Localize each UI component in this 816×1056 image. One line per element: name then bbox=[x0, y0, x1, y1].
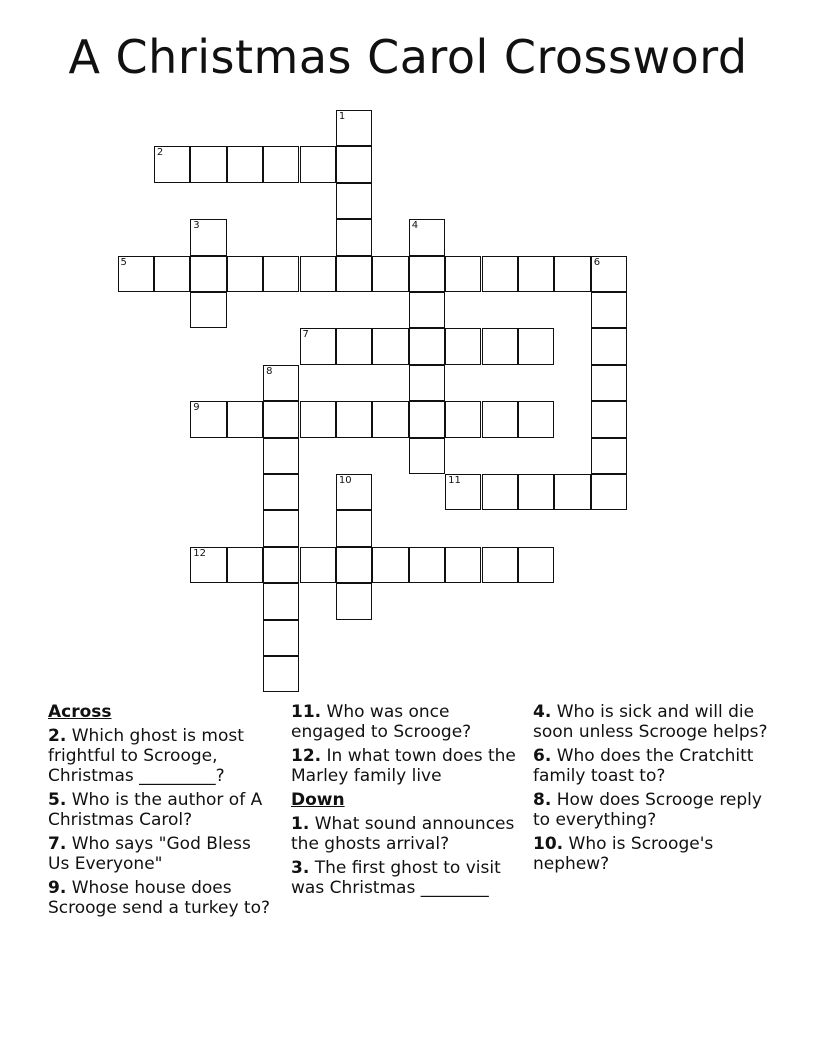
grid-cell[interactable] bbox=[482, 547, 518, 583]
grid-cell[interactable] bbox=[263, 146, 299, 182]
clue-across-7: 7. Who says "God Bless Us Everyone" bbox=[48, 834, 251, 874]
grid-cell[interactable] bbox=[263, 583, 299, 619]
clues-column-2 bbox=[291, 702, 516, 902]
grid-cell[interactable] bbox=[445, 547, 481, 583]
grid-cell[interactable] bbox=[336, 110, 372, 146]
clue-number: 2 bbox=[156, 147, 164, 159]
clue-down-8: 8. How does Scrooge reply to everything? bbox=[533, 790, 762, 830]
grid-cell[interactable] bbox=[554, 256, 590, 292]
grid-cell[interactable] bbox=[518, 401, 554, 437]
grid-cell[interactable] bbox=[263, 620, 299, 656]
clue-across-5: 5. Who is the author of A Christmas Carol? bbox=[48, 790, 263, 830]
grid-cell[interactable] bbox=[445, 328, 481, 364]
grid-cell[interactable] bbox=[300, 328, 336, 364]
grid-cell[interactable] bbox=[409, 438, 445, 474]
grid-cell[interactable] bbox=[482, 328, 518, 364]
grid-cell[interactable] bbox=[190, 547, 226, 583]
clue-down-10: 10. Who is Scrooge's nephew? bbox=[533, 834, 714, 874]
grid-cell[interactable] bbox=[190, 219, 226, 255]
grid-cell[interactable] bbox=[591, 365, 627, 401]
grid-cell[interactable] bbox=[118, 256, 154, 292]
grid-cell[interactable] bbox=[591, 328, 627, 364]
grid-cell[interactable] bbox=[445, 474, 481, 510]
grid-cell[interactable] bbox=[372, 256, 408, 292]
grid-cell[interactable] bbox=[518, 474, 554, 510]
clue-number: 3 bbox=[193, 220, 200, 232]
grid-cell[interactable] bbox=[336, 146, 372, 182]
grid-cell[interactable] bbox=[409, 547, 445, 583]
clue-number: 4 bbox=[411, 220, 419, 232]
clue-across-9: 9. Whose house does Scrooge send a turkey to? bbox=[48, 878, 270, 918]
grid-cell[interactable] bbox=[372, 328, 408, 364]
clue-down-6: 6. Who does the Cratchitt family toast to? bbox=[533, 746, 754, 786]
grid-cell[interactable] bbox=[227, 146, 263, 182]
grid-cell[interactable] bbox=[263, 656, 299, 692]
grid-cell[interactable] bbox=[154, 146, 190, 182]
grid-cell[interactable] bbox=[263, 401, 299, 437]
clue-number: 8 bbox=[266, 365, 273, 377]
across-heading: Across bbox=[48, 702, 112, 722]
grid-cell[interactable] bbox=[409, 328, 445, 364]
page-title: A Christmas Carol Crossword bbox=[68, 30, 748, 84]
grid-cell[interactable] bbox=[445, 401, 481, 437]
grid-cell[interactable] bbox=[409, 365, 445, 401]
clue-number: 6 bbox=[593, 256, 601, 268]
grid-cell[interactable] bbox=[336, 547, 372, 583]
grid-cell[interactable] bbox=[372, 401, 408, 437]
clue-number: 10 bbox=[338, 475, 352, 486]
grid-cell[interactable] bbox=[409, 256, 445, 292]
grid-cell[interactable] bbox=[190, 256, 226, 292]
clues-column-3 bbox=[533, 702, 778, 878]
grid-cell[interactable] bbox=[482, 474, 518, 510]
grid-cell[interactable] bbox=[518, 256, 554, 292]
grid-cell[interactable] bbox=[336, 256, 372, 292]
clue-across-12: 12. In what town does the Marley family live bbox=[291, 746, 516, 786]
grid-cell[interactable] bbox=[263, 365, 299, 401]
grid-cell[interactable] bbox=[154, 256, 190, 292]
grid-cell[interactable] bbox=[227, 547, 263, 583]
grid-cell[interactable] bbox=[336, 183, 372, 219]
clue-number: 12 bbox=[193, 547, 207, 559]
grid-cell[interactable] bbox=[227, 401, 263, 437]
grid-cell[interactable] bbox=[336, 328, 372, 364]
down-heading: Down bbox=[291, 790, 345, 810]
grid-cell[interactable] bbox=[336, 474, 372, 510]
grid-cell[interactable] bbox=[482, 401, 518, 437]
clue-number: 9 bbox=[193, 402, 200, 414]
grid-cell[interactable] bbox=[227, 256, 263, 292]
grid-cell[interactable] bbox=[445, 256, 481, 292]
grid-cell[interactable] bbox=[336, 583, 372, 619]
clues-column-1 bbox=[48, 702, 273, 922]
grid-cell[interactable] bbox=[300, 547, 336, 583]
grid-cell[interactable] bbox=[263, 256, 299, 292]
grid-cell[interactable] bbox=[518, 547, 554, 583]
grid-cell[interactable] bbox=[263, 510, 299, 546]
grid-cell[interactable] bbox=[409, 292, 445, 328]
clue-across-2: 2. Which ghost is most frightful to Scrooge, Christmas _________? bbox=[48, 726, 244, 786]
grid-cell[interactable] bbox=[409, 401, 445, 437]
clue-down-4: 4. Who is sick and will die soon unless Scrooge helps? bbox=[533, 702, 768, 742]
clue-down-1: 1. What sound announces the ghosts arrival? bbox=[291, 814, 515, 854]
grid-cell[interactable] bbox=[554, 474, 590, 510]
clue-number: 7 bbox=[302, 329, 309, 341]
grid-cell[interactable] bbox=[300, 146, 336, 182]
grid-cell[interactable] bbox=[482, 256, 518, 292]
grid-cell[interactable] bbox=[409, 219, 445, 255]
clue-down-3: 3. The first ghost to visit was Christmas ________ bbox=[291, 858, 501, 898]
grid-cell[interactable] bbox=[263, 474, 299, 510]
grid-cell[interactable] bbox=[190, 401, 226, 437]
grid-cell[interactable] bbox=[591, 256, 627, 292]
grid-cell[interactable] bbox=[190, 292, 226, 328]
grid-cell[interactable] bbox=[300, 256, 336, 292]
clue-number: 11 bbox=[448, 475, 461, 486]
clue-across-11: 11. Who was once engaged to Scrooge? bbox=[291, 702, 472, 742]
grid-cell[interactable] bbox=[591, 438, 627, 474]
grid-cell[interactable] bbox=[300, 401, 336, 437]
grid-cell[interactable] bbox=[263, 547, 299, 583]
grid-cell[interactable] bbox=[372, 547, 408, 583]
grid-cell[interactable] bbox=[591, 474, 627, 510]
clue-number: 1 bbox=[338, 111, 346, 122]
grid-cell[interactable] bbox=[336, 219, 372, 255]
grid-cell[interactable] bbox=[591, 401, 627, 437]
grid-cell[interactable] bbox=[591, 292, 627, 328]
grid-cell[interactable] bbox=[263, 438, 299, 474]
grid-cell[interactable] bbox=[190, 146, 226, 182]
clue-number: 5 bbox=[120, 256, 127, 268]
grid-cell[interactable] bbox=[336, 510, 372, 546]
grid-cell[interactable] bbox=[336, 401, 372, 437]
grid-cell[interactable] bbox=[518, 328, 554, 364]
